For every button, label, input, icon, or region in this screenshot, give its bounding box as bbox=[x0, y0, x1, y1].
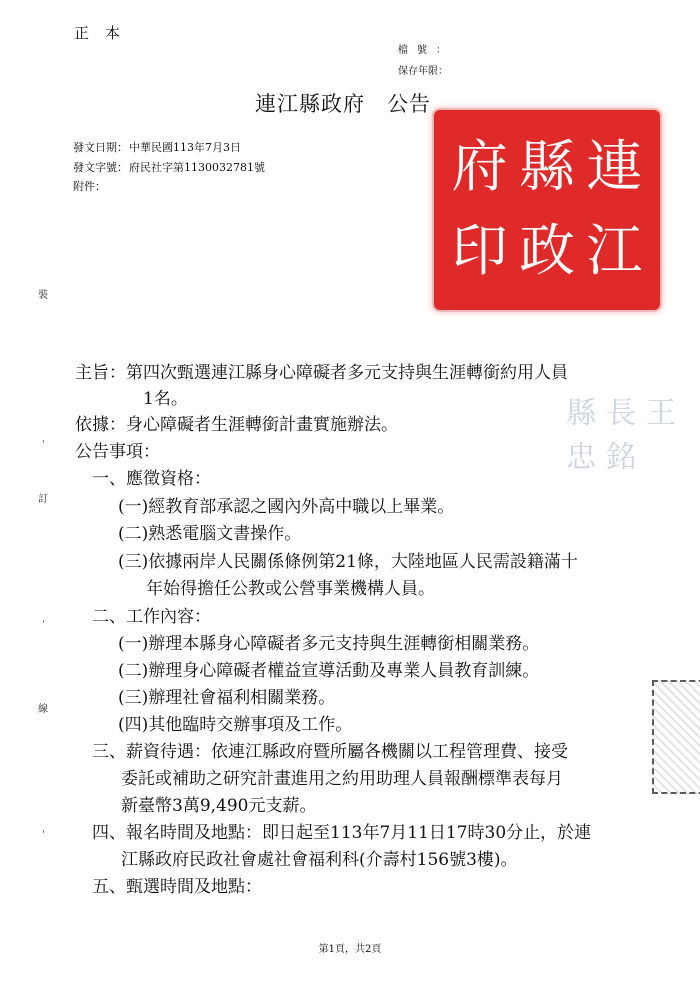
list-item: (一)辦理本縣身心障礙者多元支持與生涯轉銜相關業務。 bbox=[118, 634, 540, 654]
official-seal bbox=[434, 110, 660, 310]
list-item: (三)依據兩岸人民關係條例第21條，大陸地區人民需設籍滿十 bbox=[118, 552, 578, 572]
retention-label: 保存年限： bbox=[398, 66, 448, 77]
partial-stamp bbox=[652, 680, 700, 794]
binding-mark-top: 裝 bbox=[38, 290, 48, 301]
basis-line: 依據：身心障礙者生涯轉銜計畫實施辦法。 bbox=[75, 415, 398, 435]
page-number: 第1頁，共2頁 bbox=[318, 944, 382, 955]
file-number-label: 檔號： bbox=[398, 45, 446, 56]
items-heading: 公告事項： bbox=[75, 442, 160, 462]
binding-tick bbox=[43, 440, 44, 443]
section-heading: 一、應徵資格： bbox=[92, 469, 211, 489]
issue-number: 發文字號：府民社字第1130032781號 bbox=[73, 161, 265, 174]
section-registration-cont: 江縣政府民政社會處社會福利科(介壽村156號3樓)。 bbox=[121, 850, 518, 870]
seal-char: 縣 bbox=[518, 135, 575, 200]
binding-mark-middle: 訂 bbox=[38, 494, 48, 505]
section-salary-cont: 委託或補助之研究計畫進用之約用助理人員報酬標準表每月 bbox=[121, 769, 563, 789]
list-item: (三)辦理社會福利相關業務。 bbox=[118, 688, 336, 708]
issue-date: 發文日期：中華民國113年7月3日 bbox=[73, 141, 241, 154]
list-item: (一)經教育部承認之國內外高中職以上畢業。 bbox=[118, 497, 455, 517]
subject-line: 主旨：第四次甄選連江縣身心障礙者多元支持與生涯轉銜約用人員 bbox=[75, 363, 568, 383]
seal-char: 江 bbox=[586, 219, 643, 284]
binding-tick bbox=[43, 620, 44, 623]
binding-tick bbox=[43, 830, 44, 833]
binding-mark-bottom: 線 bbox=[38, 704, 48, 715]
list-item: (二)辦理身心障礙者權益宣導活動及專業人員教育訓練。 bbox=[118, 661, 540, 681]
agency-name: 連江縣政府 bbox=[255, 92, 365, 116]
seal-char: 連 bbox=[586, 135, 643, 200]
copy-label: 正本 bbox=[74, 24, 137, 42]
attachment-label: 附件： bbox=[73, 180, 106, 193]
section-heading: 五、甄選時間及地點： bbox=[92, 877, 262, 897]
seal-char: 政 bbox=[518, 219, 575, 284]
list-item-cont: 年始得擔任公教或公營事業機構人員。 bbox=[146, 579, 435, 599]
list-item: (四)其他臨時交辦事項及工作。 bbox=[118, 715, 353, 735]
list-item: (二)熟悉電腦文書操作。 bbox=[118, 524, 302, 544]
section-heading: 二、工作內容： bbox=[92, 607, 211, 627]
signature-ghost: 縣長王忠銘 bbox=[566, 396, 686, 475]
seal-char: 印 bbox=[451, 219, 508, 284]
seal-char: 府 bbox=[451, 135, 508, 200]
subject-line-cont: 1名。 bbox=[143, 389, 188, 409]
section-salary-cont: 新臺幣3萬9,490元支薪。 bbox=[121, 796, 317, 816]
section-registration: 四、報名時間及地點：即日起至113年7月11日17時30分止，於連 bbox=[92, 823, 592, 843]
doc-type: 公告 bbox=[387, 92, 431, 116]
page-title bbox=[255, 88, 431, 118]
section-salary: 三、薪資待遇：依連江縣政府暨所屬各機關以工程管理費、接受 bbox=[92, 742, 568, 762]
